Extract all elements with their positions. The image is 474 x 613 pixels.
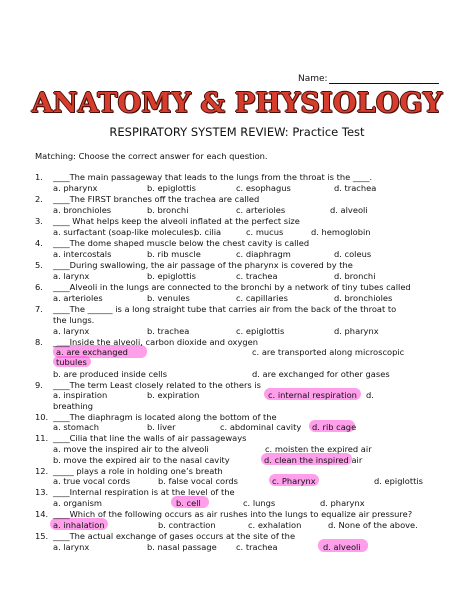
question-number: 9. <box>35 380 43 390</box>
question-text: ____Internal respiration is at the level of the <box>53 487 235 497</box>
question-number: 5. <box>35 260 43 270</box>
answer-option[interactable]: d. clean the inspired air <box>264 455 363 465</box>
answer-option-continued: tubules <box>56 357 87 367</box>
answer-option[interactable]: a. are exchanged <box>56 347 128 357</box>
question-number: 14. <box>35 509 49 519</box>
question-number: 12. <box>35 466 49 476</box>
question-number: 4. <box>35 238 43 248</box>
answer-option[interactable]: c. exhalation <box>248 520 302 530</box>
question-text: ____The main passageway that leads to the lungs from the throat is the ____. <box>53 172 373 182</box>
answer-option[interactable]: b. move the expired air to the nasal cavity <box>53 455 230 465</box>
answer-option[interactable]: c. trachea <box>236 271 278 281</box>
answer-option[interactable]: a. inhalation <box>53 520 105 530</box>
answer-option[interactable]: d. pharynx <box>334 326 379 336</box>
question-text: ____The diaphragm is located along the bottom of the <box>53 412 277 422</box>
answer-option[interactable]: b. liver <box>147 422 176 432</box>
answer-option[interactable]: d. hemoglobin <box>311 227 371 237</box>
question-text: ____Inside the alveoli, carbon dioxide and oxygen <box>53 337 258 347</box>
answer-option[interactable]: b. cilia <box>194 227 222 237</box>
answer-option[interactable]: c. trachea <box>236 542 278 552</box>
question-number: 8. <box>35 337 43 347</box>
answer-option[interactable]: b. trachea <box>147 326 190 336</box>
answer-option[interactable]: c. diaphragm <box>236 249 291 259</box>
answer-option[interactable]: a. surfactant (soap-like molecules) <box>53 227 197 237</box>
answer-option[interactable]: c. lungs <box>243 498 276 508</box>
question-text: ____ What helps keep the alveoli inflated at the perfect size <box>53 216 300 226</box>
name-label: Name: <box>298 74 328 84</box>
name-underline <box>329 74 439 84</box>
question-number: 15. <box>35 531 49 541</box>
question-text: ____Which of the following occurs as air rushes into the lungs to equalize air pressure? <box>53 509 413 519</box>
answer-option[interactable]: d. <box>366 390 374 400</box>
answer-option[interactable]: c. internal respiration <box>268 390 357 400</box>
question-text: ____Cilia that line the walls of air passageways <box>53 433 247 443</box>
answer-option[interactable]: a. bronchioles <box>53 205 112 215</box>
instructions: Matching: Choose the correct answer for each question. <box>35 151 268 161</box>
question-text: ____During swallowing, the air passage of the pharynx is covered by the <box>53 260 353 270</box>
answer-option[interactable]: b. expiration <box>147 390 200 400</box>
question-text: ____Alveoli in the lungs are connected to the bronchi by a network of tiny tubes called <box>53 282 411 292</box>
answer-option[interactable]: a. intercostals <box>53 249 112 259</box>
answer-option[interactable]: a. inspiration <box>53 390 108 400</box>
question-text: ____The dome shaped muscle below the chest cavity is called <box>53 238 310 248</box>
question-number: 7. <box>35 304 43 314</box>
answer-option[interactable]: d. alveoli <box>323 542 361 552</box>
question-number: 1. <box>35 172 43 182</box>
answer-option[interactable]: a. organism <box>53 498 103 508</box>
answer-option[interactable]: a. larynx <box>53 542 90 552</box>
question-text: ____The actual exchange of gases occurs at the site of the <box>53 531 296 541</box>
answer-option[interactable]: c. epiglottis <box>236 326 285 336</box>
answer-option[interactable]: a. arterioles <box>53 293 103 303</box>
answer-option[interactable]: d. pharynx <box>320 498 365 508</box>
page-subtitle: RESPIRATORY SYSTEM REVIEW: Practice Test <box>109 125 365 139</box>
question-number: 10. <box>35 412 49 422</box>
answer-option[interactable]: c. arterioles <box>236 205 286 215</box>
answer-option[interactable]: b. false vocal cords <box>158 476 238 486</box>
question-number: 2. <box>35 194 43 204</box>
answer-option[interactable]: d. coleus <box>334 249 372 259</box>
answer-option[interactable]: d. bronchioles <box>334 293 393 303</box>
answer-option[interactable]: b. rib muscle <box>147 249 201 259</box>
question-text-continued: the lungs. <box>53 315 95 325</box>
answer-option[interactable]: d. trachea <box>334 183 377 193</box>
answer-option[interactable]: c. capillaries <box>236 293 288 303</box>
page-title: ANATOMY & PHYSIOLOGY <box>31 88 443 119</box>
answer-option[interactable]: c. moisten the expired air <box>265 444 372 454</box>
answer-option[interactable]: a. move the inspired air to the alveoli <box>53 444 209 454</box>
answer-option[interactable]: c. mucus <box>246 227 284 237</box>
answer-option[interactable]: a. pharynx <box>53 183 98 193</box>
question-text: ____The term Least closely related to the others is <box>53 380 262 390</box>
question-text: ____The FIRST branches off the trachea are called <box>53 194 260 204</box>
answer-option[interactable]: b. epiglottis <box>147 271 196 281</box>
answer-option[interactable]: b. venules <box>147 293 190 303</box>
answer-option[interactable]: c. abdominal cavity <box>220 422 302 432</box>
answer-option[interactable]: a. true vocal cords <box>53 476 131 486</box>
answer-option[interactable]: d. rib cage <box>312 422 357 432</box>
answer-option[interactable]: d. alveoli <box>330 205 368 215</box>
answer-option[interactable]: c. are transported along microscopic <box>252 347 405 357</box>
question-text: ____The ______ is a long straight tube that carries air from the back of the throat to <box>53 304 397 314</box>
answer-option[interactable]: d. bronchi <box>334 271 376 281</box>
answer-option[interactable]: d. None of the above. <box>328 520 418 530</box>
question-text: _____ plays a role in holding one’s breath <box>53 466 223 476</box>
answer-option[interactable]: b. bronchi <box>147 205 189 215</box>
answer-option-continued: breathing <box>53 401 94 411</box>
question-number: 13. <box>35 487 49 497</box>
answer-option[interactable]: a. stomach <box>53 422 99 432</box>
question-number: 3. <box>35 216 43 226</box>
question-number: 6. <box>35 282 43 292</box>
question-number: 11. <box>35 433 49 443</box>
answer-option[interactable]: b. are produced inside cells <box>53 369 168 379</box>
answer-option[interactable]: c. esophagus <box>236 183 291 193</box>
answer-option[interactable]: b. epiglottis <box>147 183 196 193</box>
answer-option[interactable]: c. Pharynx <box>272 476 316 486</box>
answer-option[interactable]: d. epiglottis <box>374 476 423 486</box>
answer-option[interactable]: b. cell <box>176 498 201 508</box>
answer-option[interactable]: a. larynx <box>53 271 90 281</box>
answer-option[interactable]: a. larynx <box>53 326 90 336</box>
answer-option[interactable]: d. are exchanged for other gases <box>252 369 390 379</box>
answer-option[interactable]: b. contraction <box>158 520 216 530</box>
name-field[interactable] <box>298 74 439 84</box>
answer-option[interactable]: b. nasal passage <box>147 542 217 552</box>
